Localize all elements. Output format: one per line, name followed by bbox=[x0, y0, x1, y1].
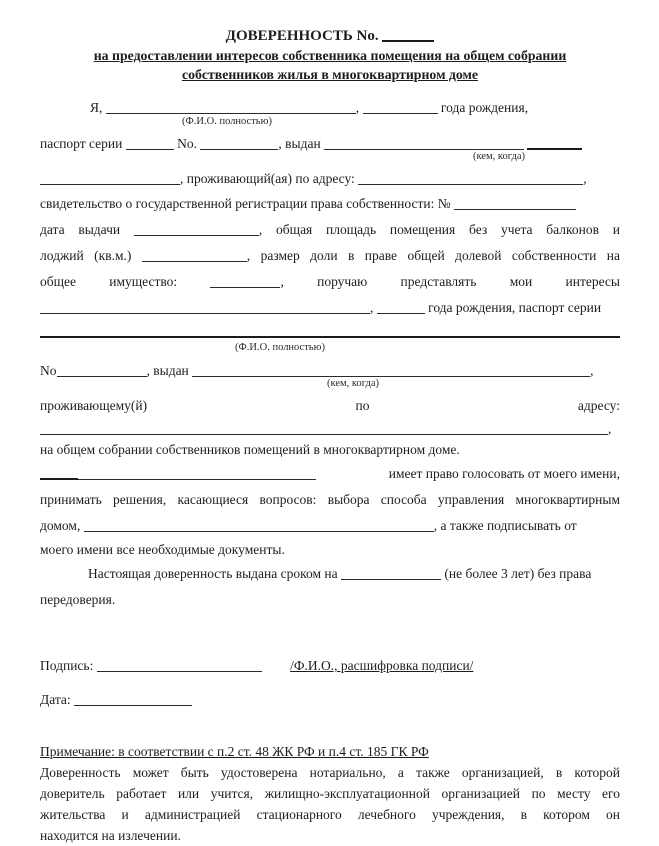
label-attorney-residing: проживающему(й) bbox=[40, 398, 148, 413]
label-issue-date: дата выдачи bbox=[40, 222, 121, 237]
label-signature: Подпись: bbox=[40, 658, 94, 673]
note-line-1: Доверенность может быть удостоверена нотариально, а также организацией, в которой bbox=[40, 765, 620, 780]
caption-fio: (Ф.И.О. полностью) bbox=[182, 116, 272, 127]
blank-field-passport-issuer bbox=[324, 137, 524, 150]
blank-field-attorney-address bbox=[40, 422, 608, 435]
blank-field-date bbox=[74, 693, 192, 706]
attorney-name-blank-group bbox=[40, 461, 316, 487]
blank-field-management-method bbox=[84, 519, 434, 532]
line-house-management bbox=[40, 513, 620, 539]
blank-field-vote-name-bold bbox=[40, 466, 78, 480]
document-title-line bbox=[40, 26, 620, 46]
caption-fio-2: (Ф.И.О. полностью) bbox=[235, 342, 325, 353]
word-obshchee: общее bbox=[40, 274, 76, 289]
blank-field-principal-address bbox=[358, 172, 583, 185]
blank-field-term bbox=[341, 567, 441, 580]
line-sign-documents: моего имени все необходимые документы. bbox=[40, 542, 285, 557]
blank-field-attorney-passport-number bbox=[57, 364, 147, 377]
line-attorney-address bbox=[40, 393, 620, 418]
line-term bbox=[40, 561, 620, 587]
punct-comma: , bbox=[370, 300, 374, 315]
label-vote-rights: имеет право голосовать от моего имени, bbox=[388, 466, 620, 481]
document-subtitle-1: на предоставлении интересов собственника помещения на общем собрании bbox=[93, 48, 567, 63]
blank-field-area-value bbox=[142, 249, 247, 262]
label-share-size: , размер доли в праве общей долевой собственности на bbox=[246, 248, 620, 263]
label-loggia: лоджий (кв.м.) bbox=[40, 248, 132, 263]
line-voting-rights bbox=[40, 461, 620, 487]
line-decisions: принимать решения, касающиеся вопросов: выбора способа управления многоквартирным bbox=[40, 492, 620, 507]
punct-comma: , bbox=[280, 274, 284, 289]
label-attorney-birth: года рождения, паспорт серии bbox=[428, 300, 602, 315]
signature-row bbox=[40, 653, 620, 678]
blank-field-share-value bbox=[210, 275, 280, 288]
word-moi: мои bbox=[509, 274, 533, 289]
word-interesy: интересы bbox=[565, 274, 620, 289]
label-attorney-no: No bbox=[40, 363, 57, 378]
caption-issuer-2: (кем, когда) bbox=[327, 378, 379, 389]
blank-field-passport-series bbox=[126, 137, 174, 150]
line-principal-passport bbox=[40, 131, 620, 156]
document-subtitle-2: собственников жилья в многоквартирном доме bbox=[181, 67, 479, 82]
label-date: Дата: bbox=[40, 692, 71, 707]
line-attorney-birth bbox=[40, 295, 620, 321]
word-imushchestvo: имущество: bbox=[109, 274, 178, 289]
label-term-issued: Настоящая доверенность выдана сроком на bbox=[88, 566, 338, 581]
label-sign-from: , а также подписывать от bbox=[433, 518, 577, 533]
line-meeting-clause: на общем собрании собственников помещений в многоквартирном доме. bbox=[40, 442, 460, 457]
line-term-2: передоверия. bbox=[40, 592, 116, 607]
line-attorney-address-blank bbox=[40, 418, 620, 439]
blank-field-certificate-number bbox=[454, 197, 576, 210]
blank-field-passport-issuer-2 bbox=[527, 136, 582, 150]
punct-comma: , bbox=[355, 100, 360, 115]
note-line-2: доверитель работает или учится, жилищно-эксплуатационной организацией по месту его bbox=[40, 786, 620, 801]
blank-field-attorney-birth-year bbox=[377, 301, 425, 314]
blank-field-doc-number bbox=[382, 28, 434, 42]
label-total-area: , общая площадь помещения без учета балконов и bbox=[258, 222, 620, 237]
date-row bbox=[40, 687, 620, 712]
line-principal-address bbox=[40, 166, 620, 191]
share-blank-group bbox=[210, 269, 283, 295]
punct-comma: , bbox=[590, 363, 594, 378]
blank-field-principal-name bbox=[106, 101, 356, 114]
label-issued-by: , выдан bbox=[278, 136, 321, 151]
note-line-3: жительства и администрацией стационарного лечебного учреждения, в котором он bbox=[40, 807, 620, 822]
blank-field-issue-date bbox=[134, 223, 259, 236]
blank-field-attorney-name-start bbox=[40, 301, 370, 314]
label-passport-series: паспорт серии bbox=[40, 136, 123, 151]
label-attorney-adresu: адресу: bbox=[577, 398, 620, 413]
word-poruchayu: поручаю bbox=[317, 274, 368, 289]
label-passport-no: No. bbox=[177, 136, 198, 151]
label-birth-year: года рождения, bbox=[440, 100, 529, 115]
label-residing-at: , проживающий(ая) по адресу: bbox=[180, 171, 355, 186]
note-heading: Примечание: в соответствии с п.2 ст. 48 ЖК РФ и п.4 ст. 185 ГК РФ bbox=[40, 744, 429, 759]
attorney-name-rule bbox=[40, 323, 620, 338]
label-registration-certificate: свидетельство о государственной регистрации права собственности: № bbox=[40, 196, 451, 211]
label-term-limit: (не более 3 лет) без права bbox=[444, 566, 592, 581]
label-signature-decode: /Ф.И.О., расшифровка подписи/ bbox=[290, 658, 474, 673]
line-registration-certificate bbox=[40, 191, 620, 217]
label-house: домом, bbox=[40, 518, 81, 533]
blank-field-attorney-passport-issuer bbox=[192, 364, 590, 377]
blank-field-issuer-continued bbox=[40, 172, 180, 185]
label-i: Я, bbox=[90, 100, 103, 115]
line-loggia-share bbox=[40, 243, 620, 269]
blank-field-principal-birth-year bbox=[363, 101, 438, 114]
blank-field-signature bbox=[97, 659, 262, 672]
caption-issuer: (кем, когда) bbox=[473, 151, 525, 162]
blank-field-passport-number bbox=[200, 137, 278, 150]
label-attorney-issued: , выдан bbox=[146, 363, 189, 378]
punct-comma: , bbox=[608, 421, 612, 436]
document-title: ДОВЕРЕННОСТЬ No. bbox=[225, 28, 379, 44]
label-attorney-po: по bbox=[355, 398, 370, 413]
word-predstavlyat: представлять bbox=[400, 274, 477, 289]
line-issue-date-area bbox=[40, 217, 620, 243]
note-line-4: находится на излечении. bbox=[40, 828, 181, 843]
line-common-property bbox=[40, 269, 620, 295]
blank-field-vote-name bbox=[78, 467, 316, 480]
punct-comma: , bbox=[583, 171, 587, 186]
